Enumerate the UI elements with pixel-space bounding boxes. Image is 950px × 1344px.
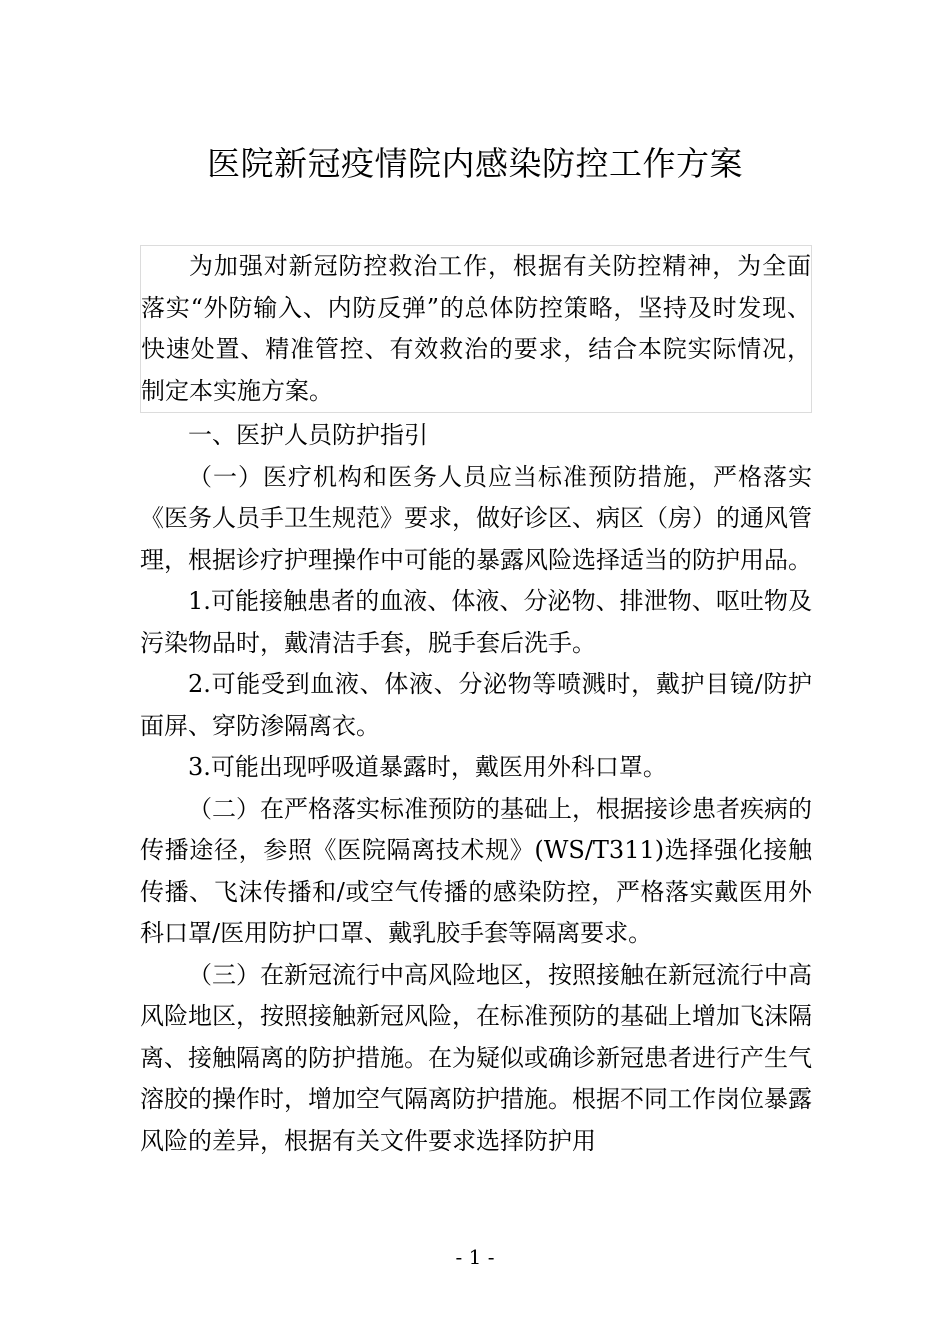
body-paragraph: （二）在严格落实标准预防的基础上，根据接诊患者疾病的传播途径，参照《医院隔离技术规》(WS/T311)选择强化接触传播、飞沫传播和/或空气传播的感染防控，严格落实戴医用外科口罩/医用防护口罩、戴乳胶手套等隔离要求。 (140, 794, 812, 947)
page-number: - 1 - (455, 1245, 495, 1269)
body-paragraph: 3.可能出现呼吸道暴露时，戴医用外科口罩。 (188, 753, 667, 781)
body-paragraph: （三）在新冠流行中高风险地区，按照接触在新冠流行中高风险地区，按照接触新冠风险，在标准预防的基础上增加飞沫隔离、接触隔离的防护措施。在为疑似或确诊新冠患者进行产生气溶胶的操作时，增加空气隔离防护措施。根据不同工作岗位暴露风险的差异，根据有关文件要求选择防护用 (140, 960, 812, 1155)
body-paragraph: （一）医疗机构和医务人员应当标准预防措施，严格落实《医务人员手卫生规范》要求，做好诊区、病区（房）的通风管理，根据诊疗护理操作中可能的暴露风险选择适当的防护用品。 (140, 462, 812, 574)
body-paragraph: 2.可能受到血液、体液、分泌物等喷溅时，戴护目镜/防护面屏、穿防渗隔离衣。 (140, 670, 812, 740)
body-paragraph: 1.可能接触患者的血液、体液、分泌物、排泄物、呕吐物及污染物品时，戴清洁手套，脱手套后洗手。 (140, 587, 812, 657)
section-heading: 一、医护人员防护指引 (188, 421, 428, 449)
document-title: 医院新冠疫情院内感染防控工作方案 (207, 144, 743, 183)
intro-paragraph: 为加强对新冠防控救治工作，根据有关防控精神，为全面落实“外防输入、内防反弹”的总体防控策略，坚持及时发现、快速处置、精准管控、有效救治的要求，结合本院实际情况，制定本实施方案。 (140, 245, 812, 413)
document-body (140, 245, 812, 1162)
